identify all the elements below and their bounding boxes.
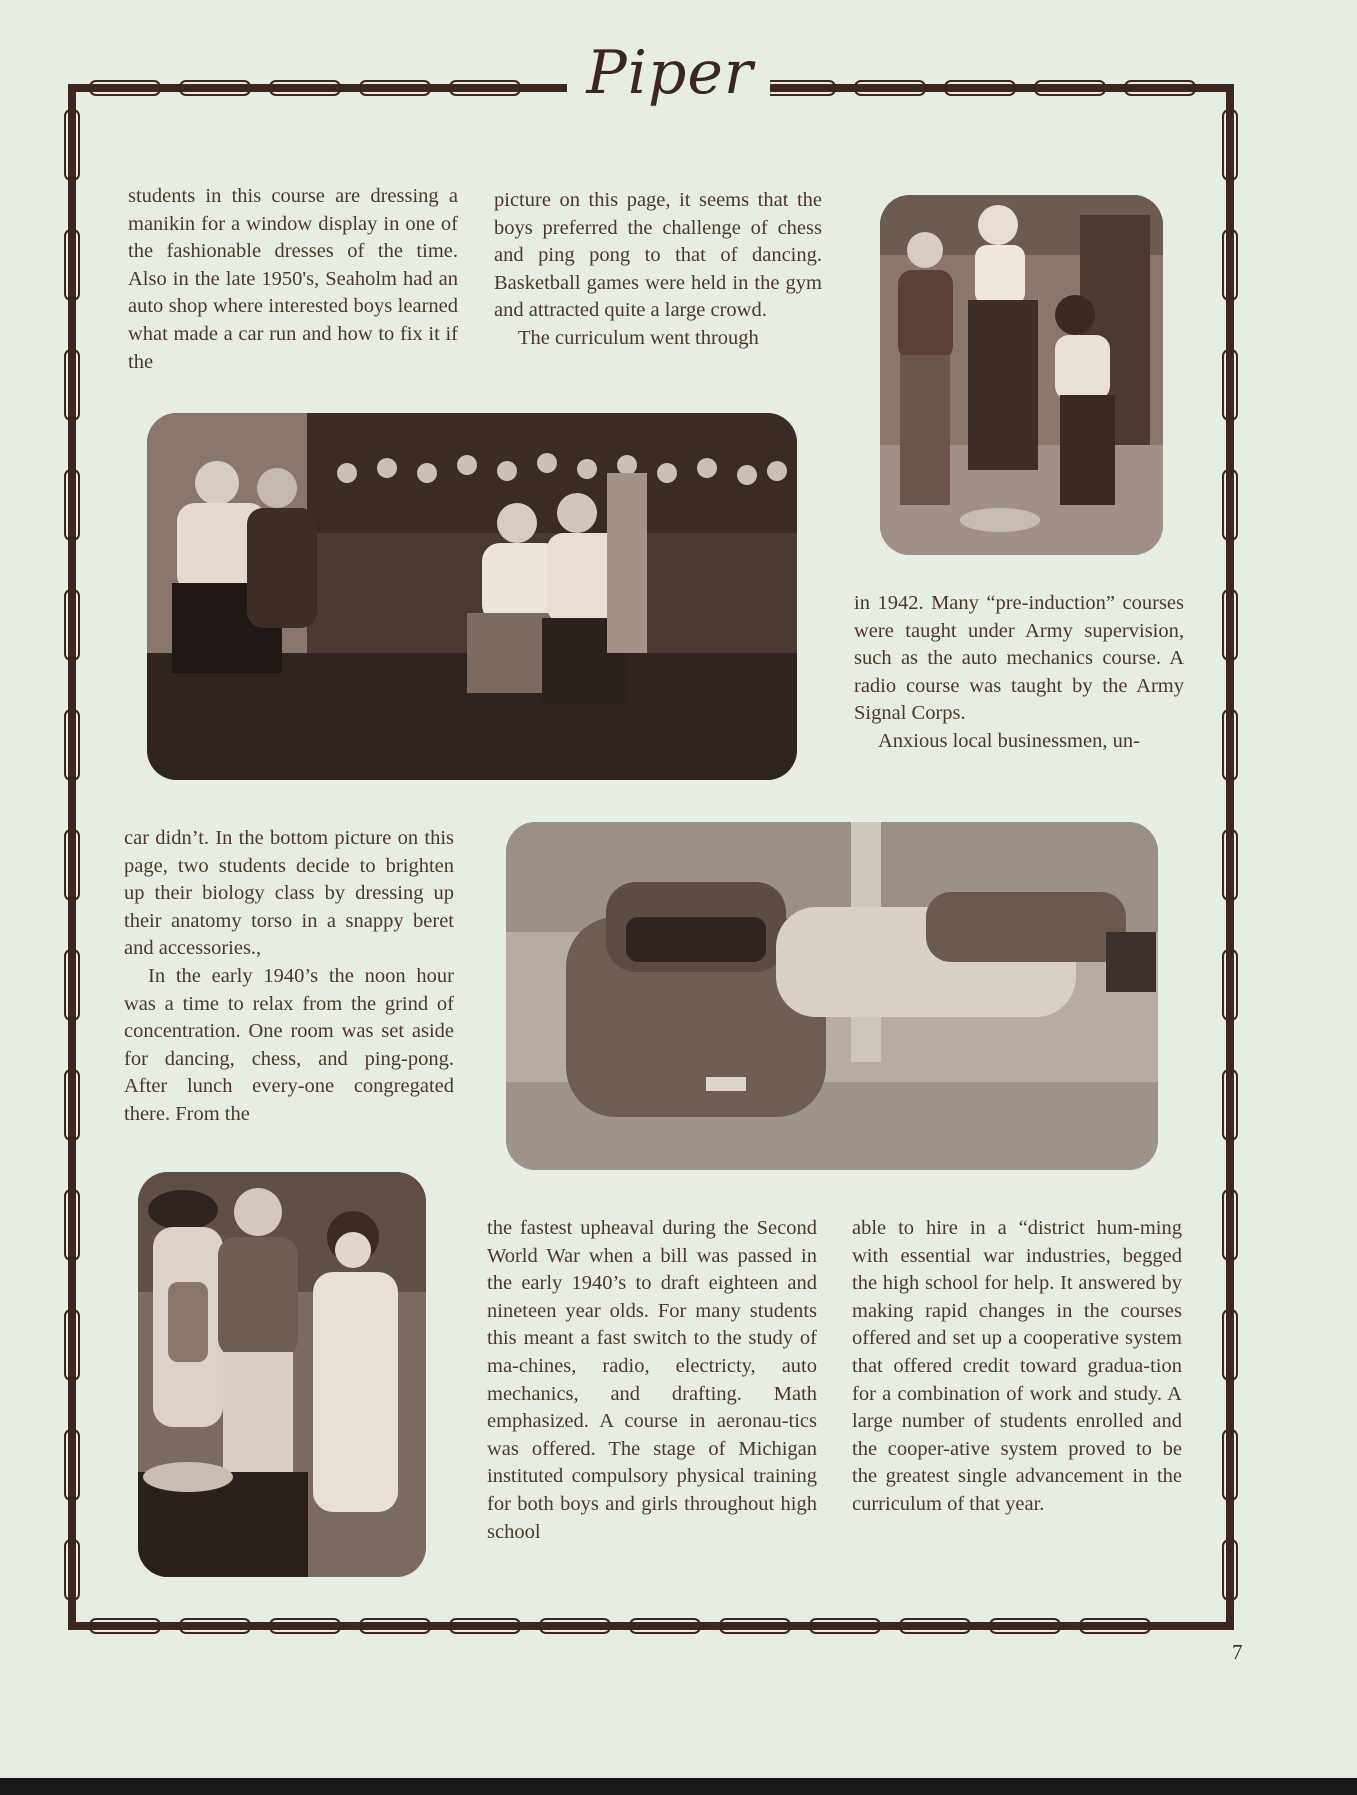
page-number: 7: [1232, 1640, 1243, 1664]
paragraph: Anxious local businessmen, un-: [878, 729, 1140, 752]
paragraph: the fastest upheaval during the Second World War when a bill was passed in the early 1940’s to draft eighteen and nineteen year olds. For many students this meant a fast switch to the study of ma-chines, radio, electricty, auto mechanics, and drafting. Math emphasized. A course in aeronau-tics was offered. The stage of Michigan instituted compulsory physical training for both boys and girls throughout high school: [487, 1217, 817, 1543]
paragraph: students in this course are dressing a manikin for a window display in one of the fashionable dresses of the time. Also in the late 1950's, Seaholm had an auto shop where interested boys learned what made a car run and how to fix it if the: [128, 185, 458, 373]
paragraph: in 1942. Many “pre-induction” courses were taught under Army supervision, such as the auto mechanics course. A radio course was taught by the Army Signal Corps.: [854, 592, 1184, 725]
masthead-title: Piper: [570, 38, 770, 108]
photo-auto-shop: [506, 822, 1158, 1170]
photo-anatomy-torso: [138, 1172, 426, 1577]
paragraph: picture on this page, it seems that the boys preferred the challenge of chess and ping pong to that of dancing. Basketball games were held in the gym and attracted quite a large crowd.: [494, 189, 822, 322]
paragraph: car didn’t. In the bottom picture on this page, two students decide to brighten up their biology class by dressing up their anatomy torso in a snappy beret and accessories.,: [124, 827, 454, 960]
text-column-top-middle: [494, 187, 822, 353]
text-column-bottom-middle: [487, 1215, 817, 1546]
paragraph: In the early 1940’s the noon hour was a time to relax from the grind of concentration. One room was set aside for dancing, chess, and ping-pong. After lunch every-one congregated there. From the: [124, 964, 454, 1125]
text-column-right-middle: [854, 590, 1184, 756]
text-column-top-left: [128, 183, 458, 376]
photo-noon-hour-dancing: [147, 413, 797, 780]
paragraph: able to hire in a “district hum-ming with essential war industries, begged the high school for help. It answered by making rapid changes in the courses offered and set up a cooperative system that offered credit toward gradua-tion for a combination of work and study. A large number of students enrolled and the cooper-ative system proved to be the greatest single advancement in the curriculum of that year.: [852, 1217, 1182, 1515]
photo-manikin-display: [880, 195, 1163, 555]
scan-edge: [0, 1778, 1357, 1795]
paragraph: The curriculum went through: [518, 326, 759, 349]
text-column-left-middle: [124, 825, 454, 1129]
text-column-bottom-right: [852, 1215, 1182, 1519]
